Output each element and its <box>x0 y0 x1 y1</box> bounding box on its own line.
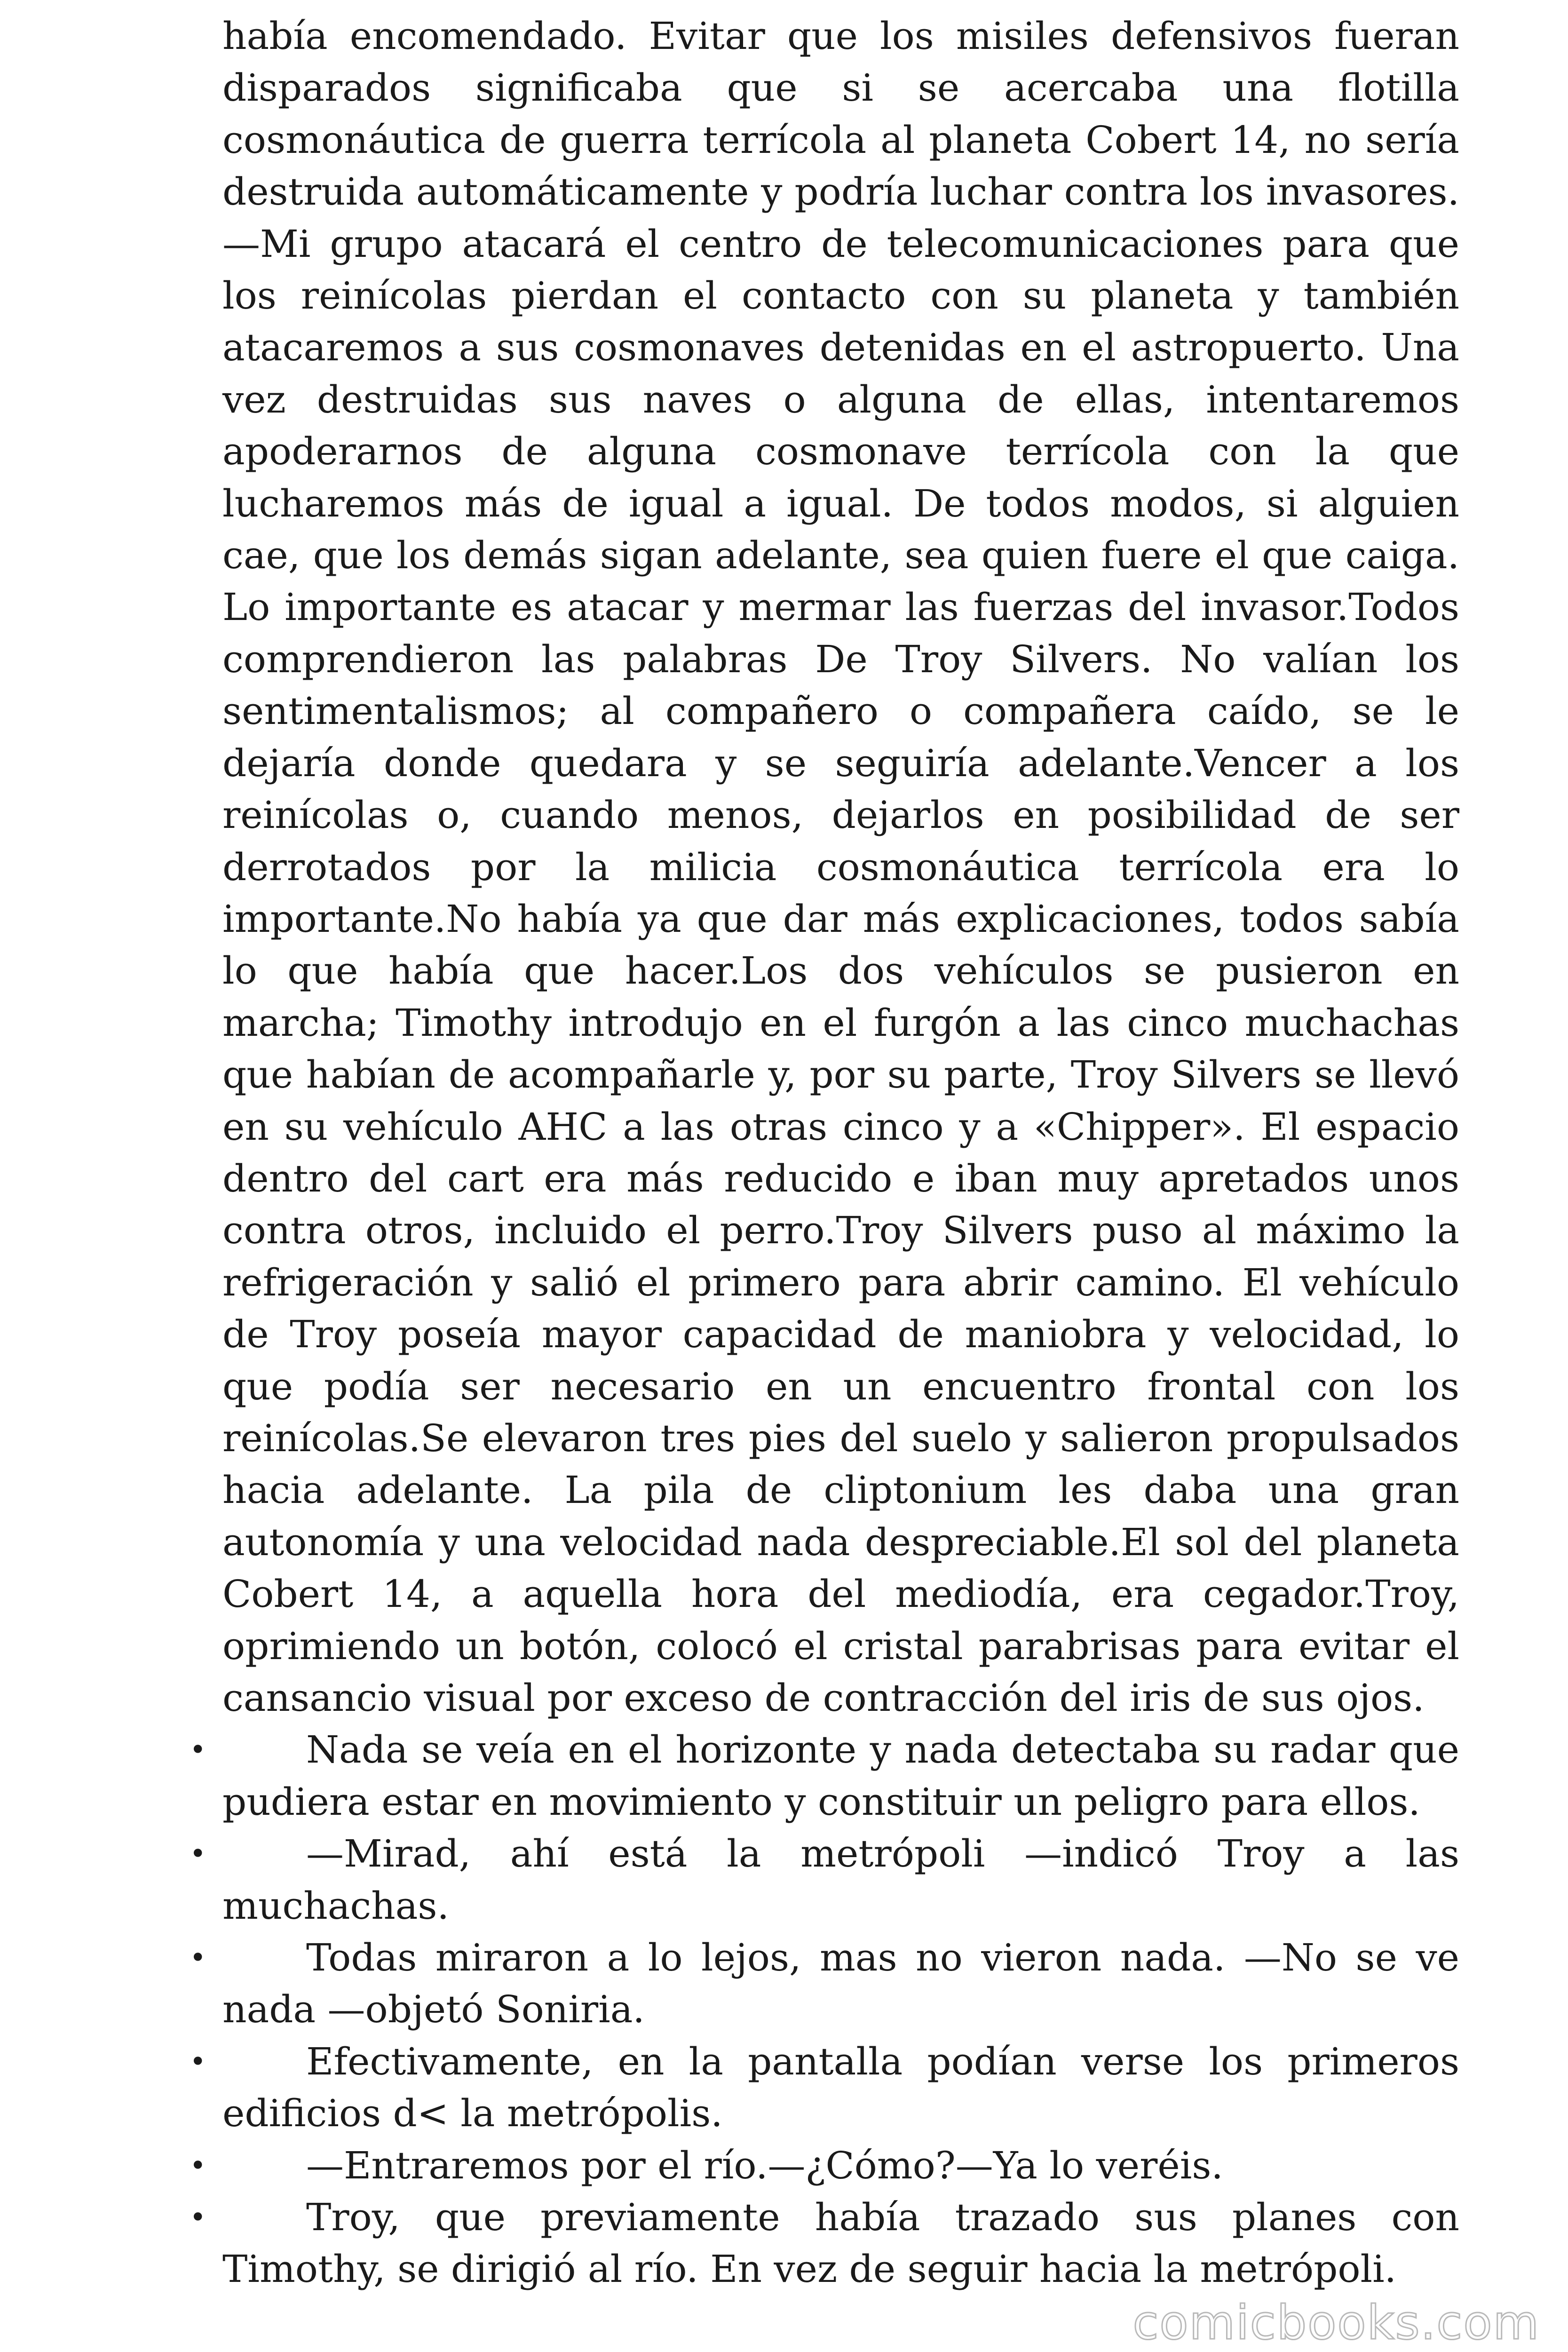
bullet-item <box>190 2192 1459 2296</box>
body-paragraph: había encomendado. Evitar que los misiles defensivos fueran disparados significaba que si se acercaba una flotilla cosmonáutica de guerra terrícola al planeta Cobert 14, no sería destruida automáticamente y podría luchar contra los invasores. —Mi grupo atacará el centro de telecomunicaciones para que los reinícolas pierdan el contacto con su planeta y también atacaremos a sus cosmonaves detenidas en el astropuerto. Una vez destruidas sus naves o alguna de ellas, intentaremos apoderarnos de alguna cosmonave terrícola con la que lucharemos más de igual a igual. De todos modos, si alguien cae, que los demás sigan adelante, sea quien fuere el que caiga. Lo importante es atacar y mermar las fuerzas del invasor.Todos comprendieron las palabras De Troy Silvers. No valían los sentimentalismos; al compañero o compañera caído, se le dejaría donde quedara y se seguiría adelante.Vencer a los reinícolas o, cuando menos, dejarlos en posibilidad de ser derrotados por la milicia cosmonáutica terrícola era lo importante.No había ya que dar más explicaciones, todos sabía lo que había que hacer.Los dos vehículos se pusieron en marcha; Timothy introdujo en el furgón a las cinco muchachas que habían de acompañarle y, por su parte, Troy Silvers se llevó en su vehículo AHC a las otras cinco y a «Chipper». El espacio dentro del cart era más reducido e iban muy apretados unos contra otros, incluido el perro.Troy Silvers puso al máximo la refrigeración y salió el primero para abrir camino. El vehículo de Troy poseía mayor capacidad de maniobra y velocidad, lo que podía ser necesario en un encuentro frontal con los reinícolas.Se elevaron tres pies del suelo y salieron propulsados hacia adelante. La pila de cliptonium les daba una gran autonomía y una velocidad nada despreciable.El sol del planeta Cobert 14, a aquella hora del mediodía, era cegador.Troy, oprimiendo un botón, colocó el cristal parabrisas para evitar el cansancio visual por exceso de contracción del iris de sus ojos. <box>222 14 1459 1720</box>
watermark: comicbooks.com <box>1132 2295 1540 2350</box>
bullet-text: Troy, que previamente había trazado sus planes con Timothy, se dirigió al río. En vez de seguir hacia la metrópoli. <box>222 2195 1459 2291</box>
bullet-dot-icon: • <box>190 2149 206 2182</box>
bullet-dot-icon: • <box>190 2201 206 2234</box>
bullet-dot-icon: • <box>190 1941 206 1975</box>
bullet-text: Nada se veía en el horizonte y nada detectaba su radar que pudiera estar en movimiento y constituir un peligro para ellos. <box>222 1728 1459 1824</box>
bullet-item <box>190 1828 1459 1932</box>
bullet-text: —Mirad, ahí está la metrópoli —indicó Troy a las muchachas. <box>222 1832 1459 1928</box>
bullet-item <box>190 2036 1459 2140</box>
bullet-item <box>190 1724 1459 1828</box>
bullet-list <box>190 1724 1459 2295</box>
bullet-item <box>190 2140 1459 2192</box>
bullet-item <box>190 1932 1459 2036</box>
bullet-dot-icon: • <box>190 1837 206 1871</box>
text-column <box>190 10 1459 2296</box>
bullet-dot-icon: • <box>190 2045 206 2078</box>
bullet-text: Efectivamente, en la pantalla podían verse los primeros edificios d< la metrópolis. <box>222 2039 1459 2136</box>
bullet-text: Todas miraron a lo lejos, mas no vieron nada. —No se ve nada —objetó Soniria. <box>222 1936 1459 2032</box>
bullet-dot-icon: • <box>190 1733 206 1767</box>
bullet-text: —Entraremos por el río.—¿Cómo?—Ya lo veréis. <box>306 2143 1223 2187</box>
